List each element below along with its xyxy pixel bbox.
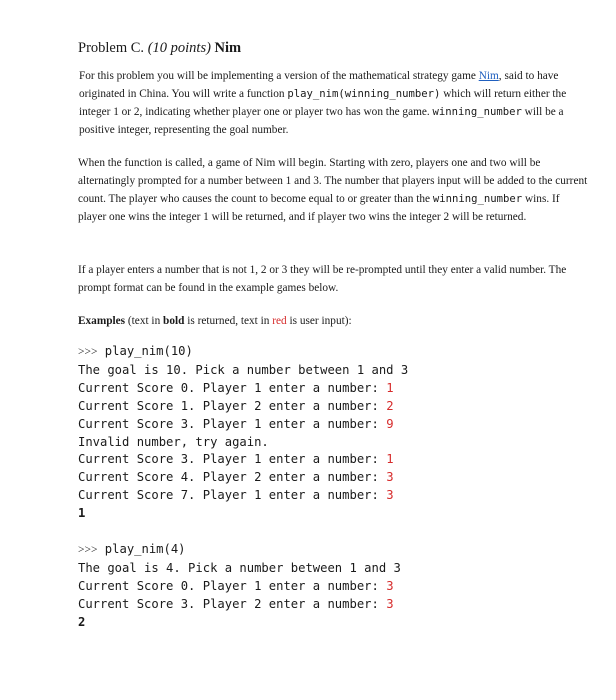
user-input: 3 <box>386 470 394 485</box>
examples-header: Examples (text in bold is returned, text in red is user input): <box>78 315 352 327</box>
rules-param-name: winning_number <box>432 193 523 205</box>
invalid-input-paragraph: If a player enters a number that is not 1, 2 or 3 they will be re-prompted until they enter a valid number. The prompt format can be found in the example games below. <box>78 264 567 294</box>
intro-text-3: which will return either the integer 1 or 2, indicating whether player one or player two has won the game. <box>79 88 567 118</box>
intro-paragraph <box>79 67 588 139</box>
user-input: 3 <box>386 488 394 503</box>
example-1 <box>78 343 588 523</box>
user-input: 1 <box>386 452 394 467</box>
rules-text-2: wins. If player one wins the integer 1 will be returned, and if player two wins the integer 2 will be returned. <box>78 193 560 223</box>
example-1-line: Current Score 0. Player 1 enter a number: 1 <box>78 380 394 395</box>
example-1-line: Current Score 7. Player 1 enter a number: 3 <box>78 488 394 503</box>
user-input: 1 <box>386 380 394 395</box>
repl-prompt: >>> <box>78 544 98 557</box>
intro-text-2: , said to have originated in China. You will write a function <box>79 70 559 100</box>
problem-points: (10 points) <box>147 40 211 56</box>
problem-label: Problem C. <box>78 40 145 56</box>
example-2 <box>78 541 588 632</box>
example-1-line: Current Score 3. Player 1 enter a number: 1 <box>78 452 394 467</box>
examples-label: Examples <box>78 315 126 327</box>
example-1-line: Current Score 4. Player 2 enter a number: 3 <box>78 470 394 485</box>
example-1-line: Current Score 1. Player 2 enter a number: 2 <box>78 398 394 413</box>
example-1-goal: The goal is 10. Pick a number between 1 and 3 <box>78 362 409 377</box>
example-2-line: Current Score 0. Player 1 enter a number: 3 <box>78 578 394 593</box>
param-name: winning_number <box>432 106 522 118</box>
user-input: 3 <box>386 578 394 593</box>
user-input: 3 <box>386 596 394 611</box>
example-2-line: Current Score 3. Player 2 enter a number: 3 <box>78 596 394 611</box>
example-2-goal: The goal is 4. Pick a number between 1 and 3 <box>78 560 401 575</box>
example-1-line: Invalid number, try again. <box>78 434 269 449</box>
problem-page <box>78 38 588 632</box>
user-input: 2 <box>386 398 394 413</box>
intro-text-4: will be a positive integer, representing the goal number. <box>79 106 564 136</box>
rules-text-1: When the function is called, a game of Nim will begin. Starting with zero, players one and two will be alternatingly prompted for a number between 1 and 3. The number that players input will be added to the current count. The player who causes the count to become equal to or greater than the <box>78 157 588 205</box>
problem-name: Nim <box>214 40 242 56</box>
bold-word: bold <box>163 315 185 327</box>
example-2-call: >>> play_nim(4) <box>78 542 186 557</box>
repl-prompt: >>> <box>78 346 98 358</box>
example-2-result: 2 <box>78 614 86 629</box>
intro-text-1: For this problem you will be implementing a version of the mathematical strategy game <box>79 70 479 82</box>
example-1-call: >>> play_nim(10) <box>78 344 193 358</box>
red-word: red <box>272 315 287 327</box>
problem-title <box>78 38 588 58</box>
example-1-result: 1 <box>78 506 86 521</box>
example-1-line: Current Score 3. Player 1 enter a number: 9 <box>78 416 394 431</box>
function-signature: play_nim(winning_number) <box>287 88 441 100</box>
user-input: 9 <box>386 416 394 431</box>
rules-paragraph <box>78 154 588 226</box>
nim-link[interactable]: Nim <box>478 70 499 82</box>
